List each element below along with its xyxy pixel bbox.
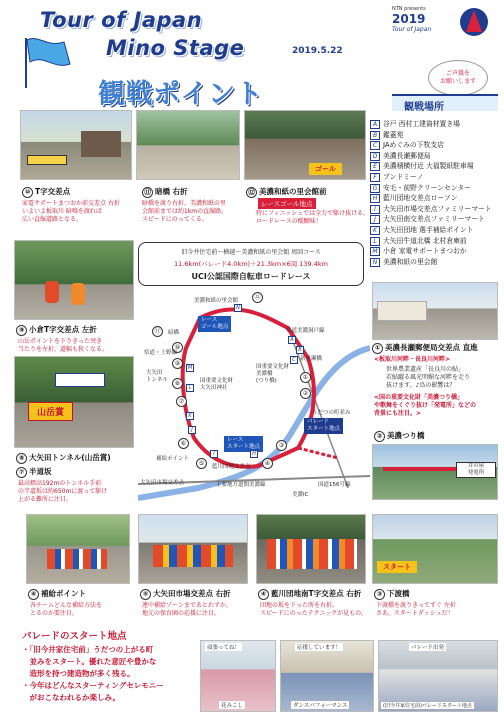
map-label-kokuho: 国重要文化財 大矢田神社 <box>200 378 234 391</box>
spot-1-number: ① <box>372 343 383 354</box>
spot-5-number: ⑤ <box>140 589 151 600</box>
parade-title: パレードのスタート地点 <box>22 631 127 642</box>
viewing-item <box>370 129 403 140</box>
map-tag-k: K <box>186 412 194 420</box>
viewing-item <box>370 203 492 214</box>
viewing-item <box>370 139 444 150</box>
viewing-item-label: 鑑蓋苑 <box>383 130 404 139</box>
map-marker-10: ⑩ <box>172 342 183 353</box>
spot-11-label: 暗橋 右折 <box>155 187 188 196</box>
spot-9-number: ⑨ <box>16 325 27 336</box>
bottom-photo-3-label: パレード出発 <box>411 645 445 651</box>
goal-box: レース ゴール地点 <box>198 316 231 332</box>
photo-spot-12 <box>244 110 366 180</box>
viewing-item-label: 大矢田団地 選手補給ポイント <box>383 226 474 234</box>
spot-11-title <box>142 186 188 198</box>
map-label-kenmichi: 県道美濃洞戸線 <box>286 328 325 334</box>
viewing-item-letter: E <box>370 162 380 171</box>
parade-description <box>22 644 198 704</box>
map-label-kakehashi: 暗橋 <box>168 330 180 336</box>
viewing-item <box>370 256 437 267</box>
logo-presents: NTN presents <box>392 6 426 12</box>
bottom-photo-2-label: 応援しています！ <box>297 645 342 651</box>
parade-line: がおこなわれるか楽しみ。 <box>22 693 120 702</box>
viewing-item-letter: I <box>370 205 380 214</box>
spot-12-title <box>246 186 327 198</box>
viewing-item <box>370 150 431 161</box>
photo-hanamikoshi <box>200 640 276 712</box>
map-marker-2: ② <box>300 388 311 399</box>
map-tag-m: M <box>187 365 193 371</box>
spot-10-title <box>22 186 70 198</box>
spot-11-note: 暗橋を渡り右折、美濃和紙の里 会館前までは約1kmの直線路。 スピードにのってくる。 <box>142 200 228 223</box>
spot-6-note: 各チームどんな補給方法を とるのか要注目。 <box>30 602 103 617</box>
map-tag-j: J <box>188 426 196 434</box>
viewing-item <box>370 192 458 203</box>
map-label-route156: 国道156号線 <box>318 482 351 488</box>
event-date: 2019.5.22 <box>292 46 343 56</box>
viewing-item-letter: F <box>370 173 380 182</box>
photo-spot-10 <box>20 110 132 180</box>
notice-text: ご声援を お願いします <box>439 70 476 85</box>
sangaku-badge: 山岳賞 <box>28 402 73 421</box>
map-tag-b: B <box>296 346 304 354</box>
spot-1-note2: 世界農業遺産「長良川の鮎」 若鮎躍る風光明媚な河畔を走り 抜けます。♪鳥の影響は？ <box>386 366 471 389</box>
photo-spot-1 <box>372 282 498 340</box>
spot-1-note1: <板取川河畔・長良川河畔> <box>374 356 451 363</box>
map-label-sinagase: 新長瀬橋 <box>300 356 323 362</box>
spot-5-label: 大矢田市場交差点 右折 <box>153 589 231 598</box>
spot-6-number: ⑥ <box>28 589 39 600</box>
spot-2-number: ② <box>374 431 385 442</box>
viewing-item-letter: H <box>370 194 380 203</box>
bridge-tag: 井の屋 発電所 <box>456 462 496 478</box>
viewing-item-label: 藍川団地交差点ローソン <box>383 194 458 203</box>
photo-spot-4 <box>256 514 366 584</box>
spot-2-title <box>374 430 425 442</box>
viewing-list <box>370 118 500 270</box>
map-tag-a: A <box>288 336 296 344</box>
viewing-item-letter: A <box>370 120 380 129</box>
spot-8-number: ⑧ <box>16 453 27 464</box>
map-tag-n: N <box>234 304 242 312</box>
spot-12-number: ⑫ <box>246 187 257 198</box>
viewing-item-letter: K <box>370 226 380 235</box>
map-label-aikawa: 藍川団地交差点 <box>212 464 251 470</box>
map-label-hosei: 補給ポイント <box>156 456 190 462</box>
viewing-item-letter: D <box>370 152 380 161</box>
spot-9-note: 山岳ポイントを下りきった突き 当たりを左折、道幅も狭くなる。 <box>18 338 109 353</box>
viewing-item-label: 美濃和紙の里会館 <box>383 257 438 266</box>
map-label-oyada-market: 大矢田市場交差点 <box>140 480 185 486</box>
parade-box: パレード スタート地点 <box>304 418 343 434</box>
race-name: UCI公認国際自転車ロードレース <box>191 272 311 281</box>
spot-4-note: 団地の坂を下った所を右折。 スピードにのったテクニックが見もの。 <box>260 602 367 617</box>
viewing-item-label: ブンドミーノ <box>383 173 424 181</box>
viewing-item <box>370 160 474 171</box>
viewing-item-label: 美濃積横付近 大福製紙駐車場 <box>383 162 474 171</box>
map-marker-6: ⑥ <box>178 438 189 449</box>
tour-logo <box>392 6 496 38</box>
spot-1-title <box>372 342 478 354</box>
map-label-kendo: 県道・上野線 <box>144 350 178 356</box>
race-title: 旧今井住宅前～横越～美濃和紙の里会館 周回コース <box>181 249 321 256</box>
viewing-item-label: 谷戸 西村工建資材置き場 <box>383 120 460 128</box>
spot-3-title <box>374 588 410 600</box>
viewing-item-letter: B <box>370 131 380 140</box>
viewing-item-letter: G <box>370 184 380 193</box>
spot-2-label: 美濃つり橋 <box>387 431 425 440</box>
viewing-item-letter: L <box>370 237 380 246</box>
viewing-item <box>370 213 485 224</box>
viewing-title: 観戦場所 <box>404 102 444 113</box>
photo-parade-start <box>378 640 498 712</box>
spot-7-label: 半道坂 <box>29 467 52 476</box>
spot-10-note: 家電サポートまつおか前交差点 右折 いよいよ板取川 暗鳴を渡れば 広い直線道路となる。 <box>22 200 120 223</box>
bottom-photo-1-caption: 花みこし <box>221 703 244 709</box>
spot-8-label: 大矢田トンネル(山岳賞) <box>29 453 111 462</box>
map-label-kokuhou-bunka: 国重要文化財 美濃橋 (つり橋) <box>256 364 290 384</box>
bottom-photo-2-caption: ダンスパフォーマンス <box>293 703 348 709</box>
race-info-box <box>138 242 364 286</box>
bottom-photo-1-label: 頑張ってね！ <box>207 645 241 651</box>
flag-icon <box>18 34 78 90</box>
spot-7-title <box>16 466 52 478</box>
viewing-item-label: 小倉 家電サポートまつおか <box>383 247 467 256</box>
photo-spot-3 <box>372 514 498 584</box>
viewing-item-label: 大矢田市場交差点ファミリーマート <box>383 204 492 213</box>
viewing-item <box>370 245 467 256</box>
notice-bubble <box>428 60 488 96</box>
spot-1-note3: <国の重要文化財「美濃つり橋」 や歌舞をくぐり抜け「発電所」などの 背景にも注目。> <box>374 394 477 417</box>
photo-spot-5 <box>138 514 248 584</box>
viewing-item-label: 安毛・前野クリーンセンター <box>383 183 471 192</box>
spot-1-label: 美濃長瀬郵便局交差点 直進 <box>385 343 478 352</box>
title-line2: Mino Stage <box>106 36 245 60</box>
start-tag: スタート <box>377 561 417 573</box>
photo-dance <box>280 640 374 712</box>
map-marker-3: ③ <box>276 440 287 451</box>
logo-name: Tour of Japan <box>392 26 432 33</box>
viewing-item <box>370 224 474 235</box>
map-label-gyosei: 主要地方道関美濃線 <box>216 482 266 488</box>
spot-5-note: 連中補給ゾーンまであとわずか。 地元の保育園の応援に注目。 <box>142 602 232 617</box>
viewing-item <box>370 182 471 193</box>
spot-3-label: 下渡橋 <box>387 589 410 598</box>
spot-9-title <box>16 324 97 336</box>
map-marker-7: ⑦ <box>176 396 187 407</box>
spot-9-label: 小倉T字交差点 左折 <box>29 325 97 334</box>
spot-10-label: T字交差点 <box>35 187 71 196</box>
map-label-mino-ic: 美濃IC <box>292 492 309 498</box>
viewing-item-letter: N <box>370 258 380 267</box>
spot-3-number: ③ <box>374 589 385 600</box>
map-tag-i: I <box>210 450 218 458</box>
viewing-item-letter: J <box>370 215 380 224</box>
map-marker-8: ⑧ <box>172 378 183 389</box>
spot-8-title <box>16 452 111 464</box>
map-label-lfest: うだつの町並み <box>312 410 351 416</box>
course-map <box>138 288 370 510</box>
map-marker-11: ⑪ <box>152 326 163 337</box>
viewing-item-label: 大矢田南交差点ファミリーマート <box>383 215 485 224</box>
start-box: レース スタート地点 <box>224 436 263 452</box>
logo-mark-icon <box>456 6 492 38</box>
spot-6-title <box>28 588 86 600</box>
parade-line: ・「旧今井家住宅前」うだつの上がる町 <box>22 645 154 654</box>
map-marker-12: ⑫ <box>252 292 263 303</box>
viewing-item <box>370 118 460 129</box>
spot-3-note: 下渡橋を渡りきってすぐ 左折 さあ、スタートダッシュだ！ <box>376 602 456 617</box>
viewing-item-label: 大矢田牛道北橋 北村倉庫前 <box>383 236 467 245</box>
map-marker-1: ① <box>300 372 311 383</box>
spot-12-note: 特にフィニッシュでは全力で駆け抜ける。 ロードレースの醍醐味！ <box>256 210 370 225</box>
spot-12-label: 美濃和紙の里会館前 <box>259 187 327 196</box>
viewing-item <box>370 171 423 182</box>
viewing-item-letter: C <box>370 141 380 150</box>
map-label-oyada-tunnel: 大矢田 トンネル <box>146 370 168 383</box>
photo-spot-9 <box>14 240 134 320</box>
map-tag-c: C <box>290 356 298 364</box>
spot-10-number: ⑩ <box>22 187 33 198</box>
parade-line: 並みをスタート。優れた意匠や豊かな <box>22 657 157 666</box>
title-line1: Tour of Japan <box>40 8 203 32</box>
spot-7-number: ⑦ <box>16 467 27 478</box>
page-subtitle: 観戦ポイント <box>98 79 263 110</box>
spot-11-number: ⑪ <box>142 187 153 198</box>
spot-4-number: ④ <box>258 589 269 600</box>
photo-spot-11 <box>136 110 240 180</box>
logo-year: 2019 <box>392 12 426 26</box>
map-tag-h: H <box>250 450 258 458</box>
map-marker-4: ④ <box>262 458 273 469</box>
spot-12-badge: レースゴール地点 <box>258 198 316 209</box>
spot-4-title <box>258 588 361 600</box>
parade-line: ・今年はどんなスターティングセレモニー <box>22 681 164 690</box>
map-marker-5: ⑤ <box>196 458 207 469</box>
map-tag-l: L <box>186 384 194 392</box>
map-marker-9: ⑨ <box>172 358 183 369</box>
viewing-item-label: 美濃長瀬郵便局 <box>383 151 431 160</box>
viewing-item-letter: M <box>370 247 380 256</box>
viewing-title-banner <box>392 94 498 111</box>
parade-line: 造形を持つ建造物が多く残る。 <box>22 669 135 678</box>
spot-7-note: 最高標高192mのトンネル手前 の半道坂は約650mに渡って駆け 上がる難所に注目。 <box>18 480 108 503</box>
viewing-item-label: JAめぐみの下牧支店 <box>383 141 444 150</box>
bottom-photo-3-caption: (旧今井家住宅前)パレードスタート地点 <box>383 703 472 709</box>
goal-tag: ゴール <box>309 163 342 175</box>
spot-4-label: 藍川団地南T字交差点 右折 <box>271 589 362 598</box>
spot-6-label: 補給ポイント <box>41 589 86 598</box>
viewing-item <box>370 235 467 246</box>
map-label-washi-kaikan: 美濃和紙の里会館 <box>194 298 239 304</box>
spot-5-title <box>140 588 231 600</box>
photo-spot-6 <box>26 514 130 584</box>
race-distance: 11.6km(パレード4.0km)＋21.3km×6周 139.4km <box>174 260 328 268</box>
